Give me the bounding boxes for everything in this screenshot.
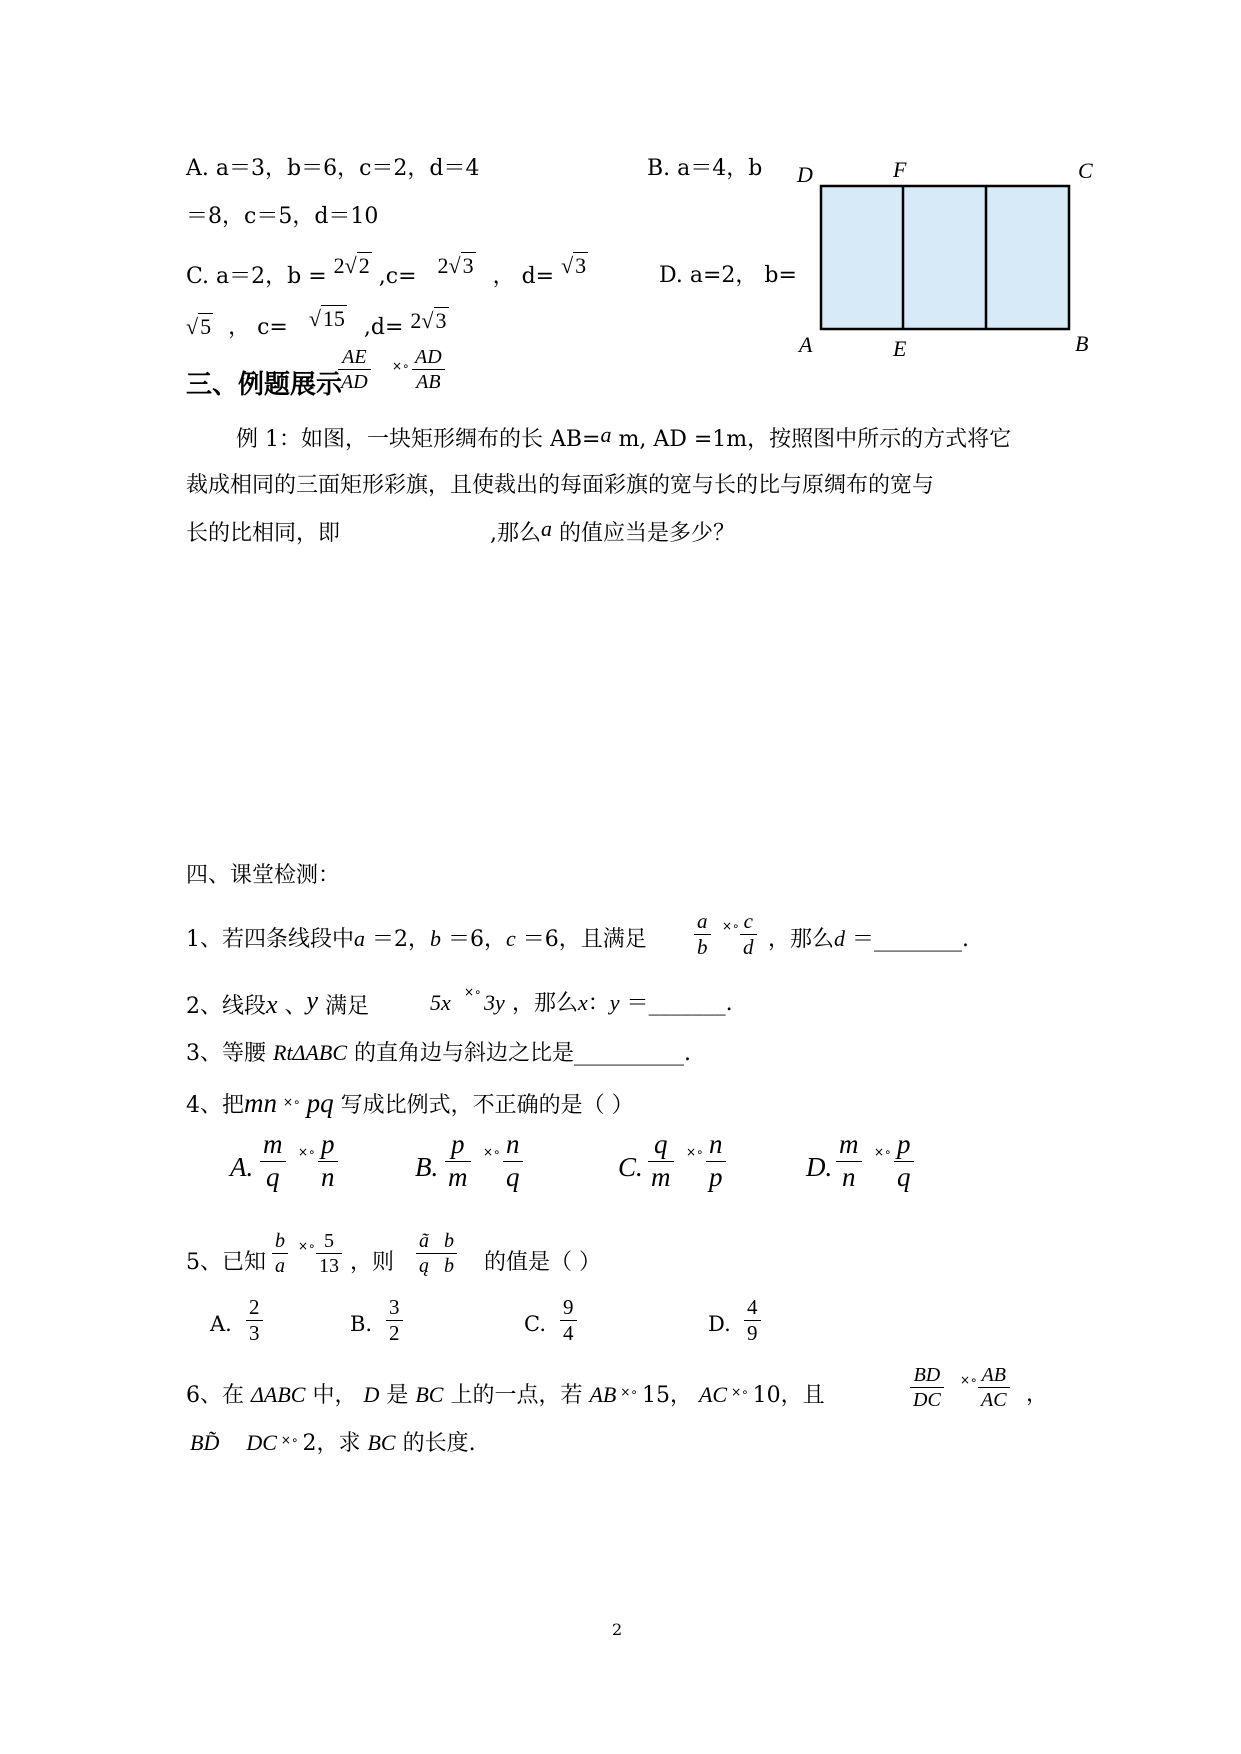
example-line-3: 长的比相同，即 ,那么a 的值应当是多少？ (186, 516, 736, 546)
relation-symbol: ×∘ (392, 359, 410, 373)
option-d-d-label: ,d= (363, 315, 404, 340)
ratio-ad-ab: $\frac{AD}{AB}$ (412, 346, 445, 393)
q5-option-frac: $\frac{2}{3}$ (246, 1296, 263, 1345)
q1-frac-a-b: $\frac{a}{b}$ (694, 910, 711, 959)
question-1: 1、若四条线段中a ＝2，b ＝6，c ＝6，且满足 (186, 926, 647, 952)
label-E: E (893, 336, 907, 361)
option-c-prefix: C. a＝2，b = (186, 264, 327, 289)
q4-option-frac-left: $\frac{p}{m}$ (445, 1130, 471, 1192)
q2-relation: ×∘ (464, 985, 482, 999)
section-heading-check: 四、课堂检测： (186, 863, 341, 888)
label-F: F (893, 157, 907, 182)
q4-option-frac-right: $\frac{p}{q}$ (894, 1130, 914, 1192)
q6-comma: ， (1026, 1382, 1049, 1407)
question-5-start: 5、已知 (186, 1250, 266, 1275)
option-a-text: A. a＝3，b＝6，c＝2，d＝4 (186, 156, 480, 181)
q4-option-relation: ×∘ (298, 1145, 316, 1159)
example-line-2: 裁成相同的三面矩形彩旗，且使裁出的每面彩旗的宽与长的比与原绸布的宽与 (186, 473, 935, 498)
q3-answer-blank: __________ (574, 1041, 685, 1066)
q4-option-relation: ×∘ (686, 1145, 704, 1159)
option-c-d-label: ， d= (492, 264, 555, 289)
q4-option-frac-left: $\frac{q}{m}$ (648, 1130, 674, 1192)
option-b-text-start: B. a＝4，b (647, 156, 763, 181)
label-B: B (1075, 331, 1089, 356)
question-6-line-1: 6、在 ΔABC 中， D 是 BC 上的一点，若 AB ×∘ 15， AC ×∘ 10，且 (186, 1382, 825, 1408)
q4-option-label: B. (415, 1152, 439, 1182)
q4-option-label: A. (230, 1152, 254, 1182)
q6-relation: ×∘ (960, 1373, 978, 1387)
section-heading-examples: 三、例题展示 (186, 370, 343, 400)
q5-option-label: C. (524, 1312, 546, 1336)
q5-option-frac: $\frac{9}{4}$ (560, 1296, 577, 1345)
q1-relation: ×∘ (722, 919, 740, 933)
label-C: C (1078, 158, 1093, 183)
q4-option-label: D. (806, 1152, 833, 1182)
q1-answer-blank: ________ (874, 927, 963, 952)
option-c-c-label: ,c= (378, 264, 417, 289)
q4-option-frac-left: $\frac{m}{n}$ (836, 1130, 862, 1192)
label-A: A (799, 332, 813, 357)
q4-option-relation: ×∘ (483, 1145, 501, 1159)
option-c-d-value: √3 (561, 253, 587, 278)
example-line-1: 例 1：如图，一块矩形绸布的长 AB=a m, AD =1m，按照图中所示的方式将它 (236, 422, 1012, 452)
question-6-line-2: BD̃ DC ×∘ 2，求 BC 的长度. (190, 1430, 476, 1456)
q4-option-frac-right: $\frac{n}{q}$ (503, 1130, 523, 1192)
q6-frac-bd-dc: $\frac{BD}{DC}$ (910, 1364, 944, 1411)
question-1-end: ，那么d ＝________. (768, 926, 970, 952)
q5-relation: ×∘ (298, 1239, 316, 1253)
q2-expr-right: 3y (484, 990, 505, 1015)
ratio-ae-ad: $\frac{AE}{AD}$ (338, 346, 371, 393)
option-d-d-value: 2√3 (410, 308, 447, 333)
q2-answer-blank: _______ (648, 991, 726, 1016)
option-d-c-label: ， c= (228, 315, 288, 340)
q4-option-frac-right: $\frac{p}{n}$ (318, 1130, 338, 1192)
q4-option-label: C. (618, 1152, 643, 1182)
option-d-b-value: √5 (186, 314, 212, 339)
q4-option-relation: ×∘ (874, 1145, 892, 1159)
q5-option-label: D. (708, 1312, 731, 1336)
option-c-c-value: 2√3 (437, 253, 474, 278)
q5-option-frac: $\frac{3}{2}$ (386, 1296, 403, 1345)
q4-option-frac-left: $\frac{m}{q}$ (260, 1130, 286, 1192)
question-5-end: 的值是（ ） (484, 1250, 601, 1275)
question-3: 3、等腰 RtΔABC 的直角边与斜边之比是__________. (186, 1040, 692, 1066)
page-number: 2 (612, 1620, 623, 1639)
q5-frac-expression: $\frac{\text{ã b}}{\text{ą b}}$ (416, 1230, 457, 1277)
option-d-c-value: √15 (308, 306, 345, 331)
option-b-text-end: ＝8，c＝5，d＝10 (186, 204, 379, 229)
option-d-prefix: D. a=2， b= (659, 263, 797, 288)
q5-option-label: A. (210, 1312, 232, 1336)
question-2-end: ，那么x：y ＝_______. (512, 990, 733, 1016)
q5-frac-5-13: $\frac{5}{13}$ (316, 1230, 342, 1277)
label-D: D (797, 162, 813, 187)
q4-option-frac-right: $\frac{n}{p}$ (706, 1130, 726, 1192)
q5-option-frac: $\frac{4}{9}$ (744, 1296, 761, 1345)
q2-expr-left: 5x (430, 990, 451, 1015)
option-c-b-value: 2√2 (333, 253, 370, 278)
q5-option-label: B. (350, 1312, 373, 1336)
q1-frac-c-d: $\frac{c}{d}$ (740, 910, 757, 959)
q6-frac-ab-ac: $\frac{AB}{AC}$ (978, 1364, 1010, 1411)
q5-then: ，则 (350, 1250, 395, 1275)
rectangle-figure (0, 0, 1241, 380)
question-2: 2、线段x 、y 满足 (186, 986, 370, 1019)
q5-frac-b-a: $\frac{b}{a}$ (272, 1230, 288, 1277)
cloth-rectangle (821, 186, 1069, 329)
question-4: 4、把mn ×∘ pq 写成比例式，不正确的是（ ） (186, 1088, 634, 1118)
